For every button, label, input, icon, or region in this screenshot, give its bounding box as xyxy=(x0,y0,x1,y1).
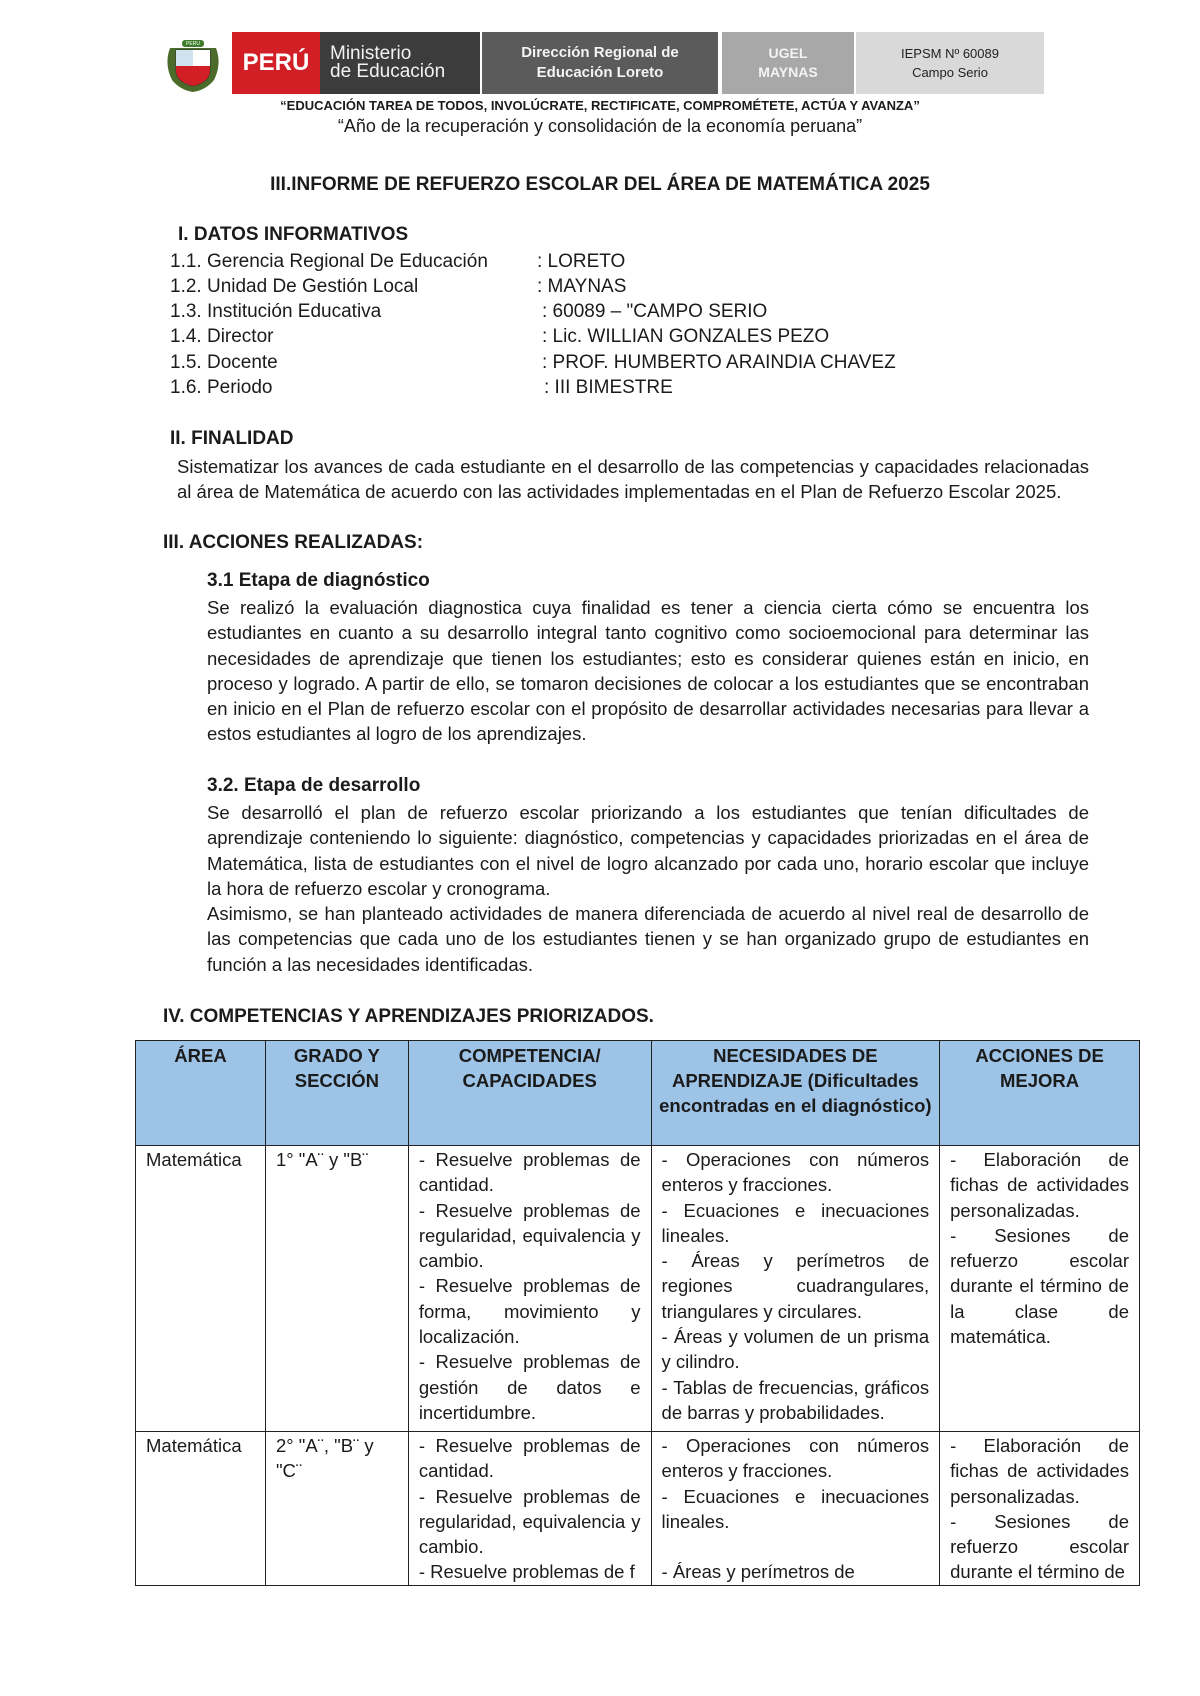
table-cell-line: - Sesiones de refuerzo escolar durante el término de xyxy=(950,1510,1129,1583)
table-header-cell: ÁREA xyxy=(136,1041,266,1146)
info-row-value: : Lic. WILLIAN GONZALES PEZO xyxy=(542,326,830,347)
info-row-value: : PROF. HUMBERTO ARAINDIA CHAVEZ xyxy=(542,352,896,373)
table-header-cell: NECESIDADES DE APRENDIZAJE (Dificultades encontradas en el diagnóstico) xyxy=(651,1041,940,1146)
info-row-label: 1.1. Gerencia Regional De Educación xyxy=(170,251,488,272)
ministerio-block xyxy=(320,32,480,94)
table-cell-line xyxy=(662,1534,930,1559)
info-row-label: 1.4. Director xyxy=(170,326,274,347)
table-cell-line: - Operaciones con números enteros y fracciones. xyxy=(661,1435,930,1482)
iepsm-line1: IEPSM Nº 60089 xyxy=(901,46,999,61)
document-title: III.INFORME DE REFUERZO ESCOLAR DEL ÁREA DE MATEMÁTICA 2025 xyxy=(270,174,930,195)
info-row-label: 1.6. Periodo xyxy=(170,377,273,398)
finalidad-paragraph: Sistematizar los avances de cada estudiante en el desarrollo de las competencias y capacidades relacionadas al área de Matemática de acuerdo con las actividades implementadas en el Plan de Refuerzo Escolar 2025. xyxy=(177,456,1089,503)
table-cell-line: - Ecuaciones e inecuaciones lineales. xyxy=(661,1485,930,1532)
peru-coat-of-arms-icon xyxy=(160,34,226,92)
header-banner xyxy=(160,32,1044,94)
table-cell-line: - Resuelve problemas de cantidad. xyxy=(418,1435,641,1482)
info-row-value: : LORETO xyxy=(537,251,626,272)
table-cell-competencias xyxy=(408,1432,651,1586)
ministerio-line2: de Educación xyxy=(330,61,446,82)
table-header-cell: COMPETENCIA/ CAPACIDADES xyxy=(408,1041,651,1146)
table-cell-line: - Resuelve problemas de gestión de datos e incertidumbre. xyxy=(418,1351,641,1423)
table-cell-grado: 2° "A¨, "B¨ y "C¨ xyxy=(265,1432,408,1586)
info-row-value: : 60089 – "CAMPO SERIO xyxy=(542,301,768,322)
diagnostico-paragraph: Se realizó la evaluación diagnostica cuya finalidad es tener a ciencia cierta cómo se encuentra los estudiantes en cuanto a su desarrollo integral tanto cognitivo como socioemocional para determinar las necesidades de aprendizaje que tienen los estudiantes; esto es considerar quienes están en inicio, en proceso y logrado. A partir de ello, se tomaron decisiones de colocar a los estudiantes que se encontraban en inicio en el Plan de refuerzo escolar con el propósito de desarrollar actividades necesarias para llevar a estos estudiantes al logro de los aprendizajes. xyxy=(207,597,1089,745)
competencias-table xyxy=(135,1040,1140,1586)
section2-heading: II. FINALIDAD xyxy=(170,428,294,449)
dre-line2: Educación Loreto xyxy=(536,64,664,81)
info-row-value: : MAYNAS xyxy=(537,276,627,297)
motto-text: “EDUCACIÓN TAREA DE TODOS, INVOLÚCRATE, RECTIFICATE, COMPROMÉTETE, ACTÚA Y AVANZA” xyxy=(280,98,920,113)
svg-text:PERU: PERU xyxy=(186,41,200,47)
info-row-value: : III BIMESTRE xyxy=(544,377,673,398)
table-cell-area: Matemática xyxy=(136,1146,266,1432)
dre-block xyxy=(482,32,718,94)
section4-heading: IV. COMPETENCIAS Y APRENDIZAJES PRIORIZADOS. xyxy=(163,1006,654,1027)
diagnostico-subheading: 3.1 Etapa de diagnóstico xyxy=(207,570,430,591)
desarrollo-paragraph-1: Se desarrolló el plan de refuerzo escolar priorizando a los estudiantes que tenían dificultades de aprendizaje conteniendo lo siguiente: diagnóstico, competencias y capacidades priorizadas en el área de Matemática, lista de estudiantes con el nivel de logro alcanzado por cada uno, horario escolar que incluye la hora de refuerzo escolar y cronograma. xyxy=(207,802,1089,899)
table-row xyxy=(136,1432,1140,1586)
table-row xyxy=(136,1146,1140,1432)
table-cell-line: - Resuelve problemas de forma, movimiento y localización. xyxy=(418,1275,641,1348)
table-header-row xyxy=(136,1041,1140,1146)
section3-heading: III. ACCIONES REALIZADAS: xyxy=(163,532,424,553)
table-cell-line: - Sesiones de refuerzo escolar durante el término de la clase de matemática. xyxy=(950,1224,1129,1348)
table-cell-necesidades xyxy=(651,1432,940,1586)
table-cell-line: - Resuelve problemas de cantidad. xyxy=(418,1149,641,1196)
ugel-block xyxy=(722,32,854,94)
table-cell-grado: 1° "A¨ y "B¨ xyxy=(265,1146,408,1432)
dre-line1: Dirección Regional de xyxy=(521,44,679,61)
table-cell-line: - Operaciones con números enteros y fracciones. xyxy=(661,1149,930,1196)
info-row-label: 1.5. Docente xyxy=(170,352,278,373)
table-header-cell: GRADO Y SECCIÓN xyxy=(265,1041,408,1146)
ugel-line2: MAYNAS xyxy=(758,64,818,80)
ministerio-line1: Ministerio xyxy=(330,43,412,64)
table-cell-line: - Elaboración de fichas de actividades personalizadas. xyxy=(950,1435,1129,1507)
desarrollo-paragraph-2: Asimismo, se han planteado actividades de manera diferenciada de acuerdo al nivel real de desarrollo de las competencias que cada uno de los estudiantes tienen y se han organizado grupo de estudiantes en función a las necesidades identificadas. xyxy=(207,903,1089,975)
year-name-text: “Año de la recuperación y consolidación de la economía peruana” xyxy=(337,116,863,136)
table-cell-line: - Áreas y perímetros de regiones cuadrangulares, triangulares y circulares. xyxy=(661,1250,930,1322)
desarrollo-subheading: 3.2. Etapa de desarrollo xyxy=(207,775,421,796)
info-row-label: 1.3. Institución Educativa xyxy=(170,301,382,322)
info-row-label: 1.2. Unidad De Gestión Local xyxy=(170,276,419,297)
table-cell-line: - Resuelve problemas de f xyxy=(418,1561,635,1583)
table-cell-line: - Tablas de frecuencias, gráficos de barras y probabilidades. xyxy=(661,1376,930,1423)
table-cell-line: - Resuelve problemas de regularidad, equivalencia y cambio. xyxy=(418,1199,641,1272)
iepsm-block xyxy=(856,32,1044,94)
table-cell-acciones xyxy=(940,1432,1140,1586)
table-cell-necesidades xyxy=(651,1146,940,1432)
table-cell-line: - Resuelve problemas de regularidad, equivalencia y cambio. xyxy=(418,1485,641,1558)
table-cell-area: Matemática xyxy=(136,1432,266,1586)
table-cell-line: - Áreas y perímetros de xyxy=(661,1561,855,1583)
table-cell-acciones xyxy=(940,1146,1140,1432)
ugel-line1: UGEL xyxy=(768,45,808,61)
table-cell-competencias xyxy=(408,1146,651,1432)
peru-brand-block: PERÚ xyxy=(232,32,320,94)
table-cell-line: - Áreas y volumen de un prisma y cilindro. xyxy=(661,1326,930,1373)
table-cell-line: - Ecuaciones e inecuaciones lineales. xyxy=(661,1199,930,1246)
iepsm-line2: Campo Serio xyxy=(912,65,988,80)
table-header-cell: ACCIONES DE MEJORA xyxy=(940,1041,1140,1146)
table-cell-line: - Elaboración de fichas de actividades personalizadas. xyxy=(950,1149,1129,1221)
section1-heading: I. DATOS INFORMATIVOS xyxy=(178,224,409,245)
desarrollo-paragraph xyxy=(207,800,1089,977)
